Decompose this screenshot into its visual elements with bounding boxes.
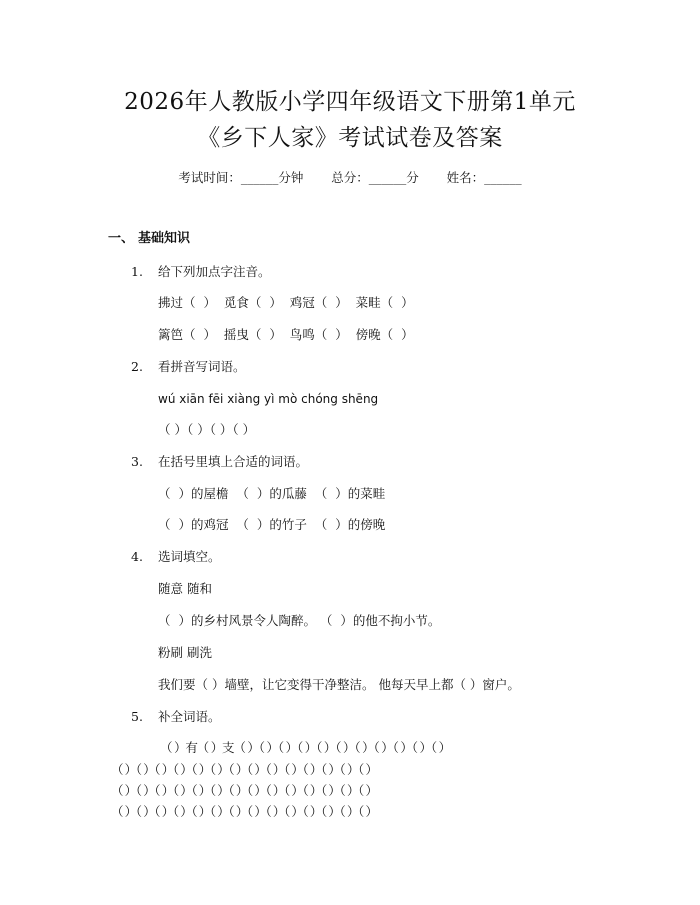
word-choices: 随意 随和 [158, 581, 212, 596]
phonetic-row: 篱笆（ ） 摇曳（ ） 鸟鸣（ ） 傍晚（ ） [158, 327, 414, 342]
answer-blanks: （ ）（ ）（ ）（ ） [158, 422, 256, 437]
total-score-field: 总分：______分 [331, 170, 419, 185]
question-title: 给下列加点字注音。 [158, 264, 271, 279]
question-title: 在括号里填上合适的词语。 [158, 454, 309, 469]
fill-sentence: 我们要（ ）墙壁，让它变得干净整洁。 他每天早上都（ ）窗户。 [158, 677, 520, 692]
section-title: 基础知识 [138, 231, 191, 246]
exam-meta [0, 169, 700, 187]
fill-row: （ ）的屋檐 （ ）的瓜藤 （ ）的菜畦 [158, 486, 386, 501]
question-title: 补全词语。 [158, 709, 221, 724]
question-number: 2. [131, 359, 143, 374]
section-number: 一、 [108, 231, 135, 246]
blank-row: （ ）（ ）（ ）（ ）（ ）（ ）（ ）（ ）（ ）（ ）（ ）（ ）（ ）（ ） [111, 804, 377, 819]
question-title: 选词填空。 [158, 549, 221, 564]
blank-row: （ ）（ ）（ ）（ ）（ ）（ ）（ ）（ ）（ ）（ ）（ ）（ ）（ ）（ ） [111, 762, 377, 777]
pinyin-line: wú xiān fēi xiàng yì mò chóng shēng [158, 392, 379, 406]
student-name-field: 姓名：______ [446, 170, 522, 185]
question-title: 看拼音写词语。 [158, 359, 246, 374]
question-number: 5. [131, 709, 143, 724]
word-choices: 粉刷 刷洗 [158, 645, 212, 660]
question-number: 3. [131, 454, 143, 469]
question-number: 1. [131, 264, 143, 279]
exam-title-line2: 《乡下人家》考试试卷及答案 [197, 125, 503, 151]
phonetic-row: 拂过（ ） 觅食（ ） 鸡冠（ ） 菜畦（ ） [158, 295, 414, 310]
section-heading [108, 230, 190, 248]
question-number: 4. [131, 549, 143, 564]
fill-row: （ ）的鸡冠 （ ）的竹子 （ ）的傍晚 [158, 517, 386, 532]
blank-row: （ ）（ ）（ ）（ ）（ ）（ ）（ ）（ ）（ ）（ ）（ ）（ ）（ ）（ ） [111, 783, 377, 798]
fill-sentence: （ ）的乡村风景令人陶醉。 （ ）的他不拘小节。 [158, 613, 441, 628]
blank-row: （ ）有（ ）支（ ）（ ）（ ）（ ）（ ）（ ）（ ）（ ）（ ）（ ）（ ） [160, 740, 450, 755]
exam-title-line1: 2026年人教版小学四年级语文下册第1单元 [124, 89, 576, 115]
exam-time-field: 考试时间：______分钟 [178, 170, 304, 185]
